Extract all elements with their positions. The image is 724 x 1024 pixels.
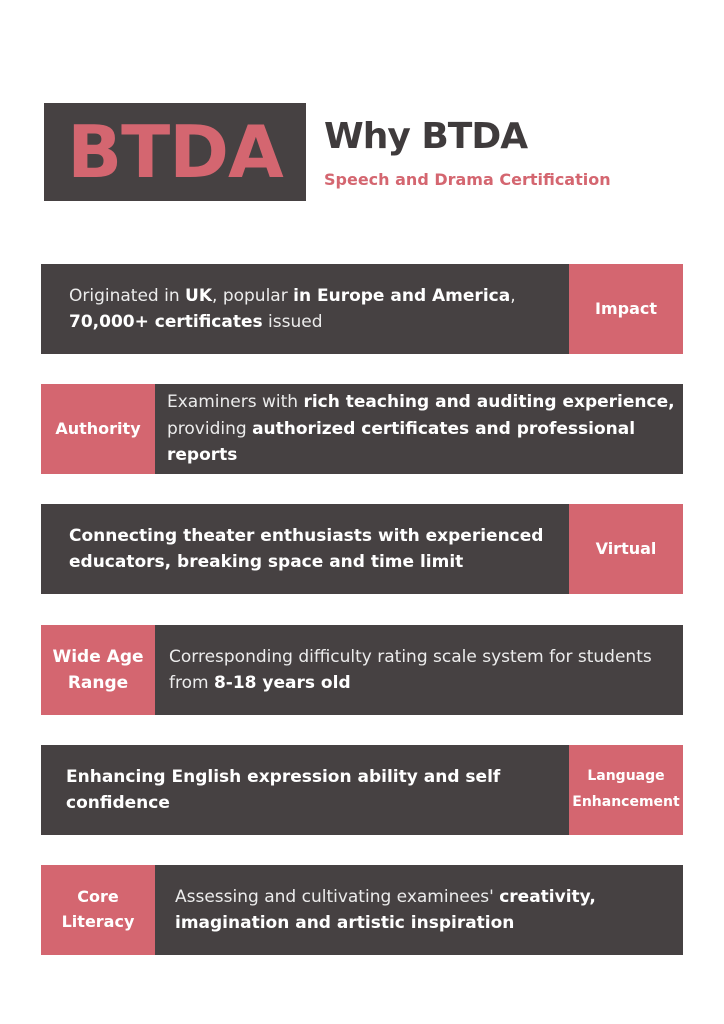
text-line xyxy=(69,283,516,309)
text-span: 8-18 years old xyxy=(213,673,351,693)
text-span: authorized certificates and professional xyxy=(252,418,636,439)
feature-description xyxy=(155,625,683,715)
feature-description xyxy=(155,384,683,474)
feature-row-language-enhancement xyxy=(41,745,683,835)
text-line: educators, breaking space and time limit xyxy=(69,552,464,572)
text-span: Corresponding difficulty rating scale system for students xyxy=(169,646,652,667)
text-line xyxy=(167,389,675,415)
feature-description xyxy=(155,865,683,955)
feature-description xyxy=(41,745,569,835)
text-span: rich teaching and auditing experience, xyxy=(303,392,675,413)
text-span: Originated in xyxy=(69,285,186,306)
feature-text xyxy=(175,884,596,937)
feature-text xyxy=(69,283,516,336)
feature-tag-impact: Impact xyxy=(569,264,683,354)
feature-row-virtual xyxy=(41,504,683,594)
text-line: confidence xyxy=(66,793,170,813)
text-span: imagination and artistic inspiration xyxy=(175,913,515,933)
text-line xyxy=(167,442,675,468)
tag-line: Enhancement xyxy=(572,794,680,810)
text-line xyxy=(69,309,516,335)
text-line xyxy=(167,416,675,442)
text-span: UK xyxy=(185,285,213,306)
tag-line: Wide Age xyxy=(52,646,144,667)
text-span: Assessing and cultivating examinees' xyxy=(175,886,500,907)
text-line xyxy=(169,670,652,696)
logo-text: BTDA xyxy=(67,110,283,194)
feature-tag-authority: Authority xyxy=(41,384,155,474)
text-line xyxy=(169,644,652,670)
text-span: , xyxy=(510,285,516,306)
text-line xyxy=(175,884,596,910)
text-span: , popular xyxy=(212,285,294,306)
feature-description xyxy=(41,264,569,354)
feature-tag-virtual: Virtual xyxy=(569,504,683,594)
text-span: from xyxy=(169,673,214,693)
text-line: Enhancing English expression ability and self xyxy=(66,766,501,787)
text-line xyxy=(175,910,596,936)
feature-text xyxy=(169,644,652,697)
text-span: issued xyxy=(262,312,323,332)
text-span: creativity, xyxy=(499,886,596,907)
tag-line: Range xyxy=(67,673,129,693)
text-span: providing xyxy=(167,418,253,439)
tag-line: Core xyxy=(77,887,119,907)
feature-row-impact xyxy=(41,264,683,354)
feature-text xyxy=(167,389,675,468)
text-span: 70,000+ certificates xyxy=(69,312,263,332)
feature-row-authority xyxy=(41,384,683,474)
feature-tag-core-literacy xyxy=(41,865,155,955)
tag-line: Language xyxy=(587,768,665,785)
feature-row-core-literacy xyxy=(41,865,683,955)
feature-row-wide-age-range xyxy=(41,625,683,715)
text-span: reports xyxy=(167,445,238,466)
tag-line: Literacy xyxy=(61,912,135,931)
text-line: Connecting theater enthusiasts with experienced xyxy=(69,525,544,546)
page-title: Why BTDA xyxy=(324,116,528,157)
text-span: in Europe and America xyxy=(293,285,511,306)
btda-logo xyxy=(44,103,306,201)
feature-description xyxy=(41,504,569,594)
page-subtitle: Speech and Drama Certification xyxy=(324,170,611,189)
feature-tag-language-enhancement xyxy=(569,745,683,835)
feature-text xyxy=(69,523,543,576)
feature-tag-wide-age-range xyxy=(41,625,155,715)
text-span: Examiners with xyxy=(167,392,304,413)
feature-text xyxy=(66,764,500,817)
